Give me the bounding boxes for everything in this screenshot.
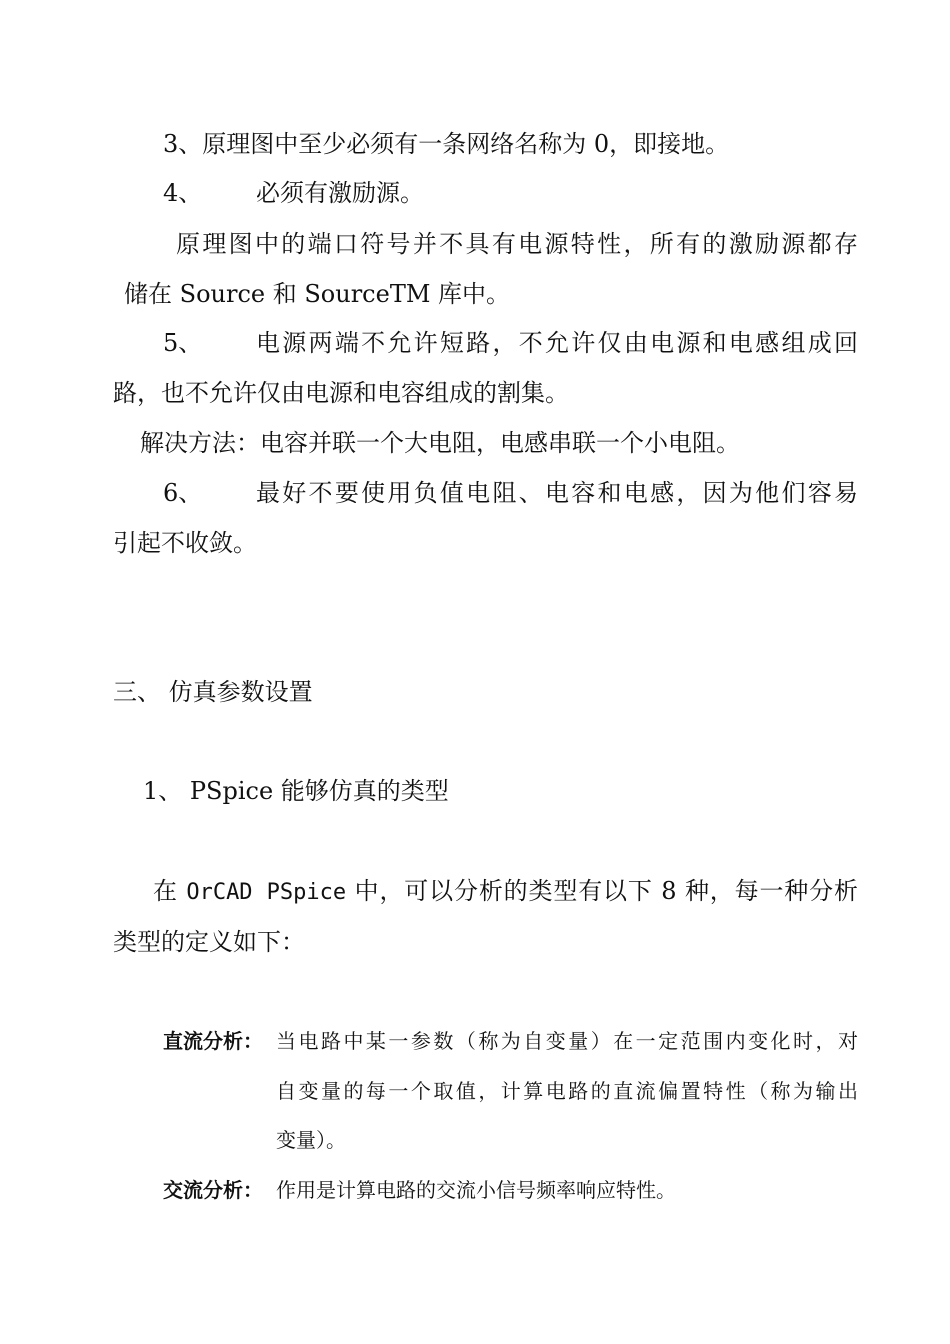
rule-6-text-line-2: 引起不收敛。 — [113, 529, 257, 557]
ac-analysis-text-line-1: 作用是计算电路的交流小信号频率响应特性。 — [276, 1178, 676, 1202]
rule-4-number: 4、 — [163, 179, 203, 207]
rule-4-text: 必须有激励源。 — [256, 179, 424, 207]
ac-analysis-term: 交流分析： — [163, 1178, 263, 1202]
rule-6-text-line-1: 最好不要使用负值电阻、电容和电感，因为他们容易 — [256, 479, 858, 507]
intro-line-1 — [153, 876, 858, 908]
dc-analysis-term: 直流分析： — [163, 1029, 263, 1053]
rule-3-text: 3、原理图中至少必须有一条网络名称为 0，即接地。 — [163, 130, 730, 158]
subsection-heading: 1、 PSpice 能够仿真的类型 — [143, 777, 449, 805]
section-heading: 三、 仿真参数设置 — [113, 678, 313, 706]
dc-analysis-text-line-2: 自变量的每一个取值，计算电路的直流偏置特性（称为输出 — [276, 1079, 858, 1103]
rule-6-number: 6、 — [163, 479, 203, 507]
dc-analysis-text-line-1: 当电路中某一参数（称为自变量）在一定范围内变化时，对 — [276, 1029, 858, 1053]
rule-4-note-line-2: 储在 Source 和 SourceTM 库中。 — [124, 280, 511, 308]
intro-prefix: 在 — [153, 877, 178, 905]
rule-4-note-line-1: 原理图中的端口符号并不具有电源特性，所有的激励源都存 — [176, 230, 858, 258]
rule-5-text-line-2: 路，也不允许仅由电源和电容组成的割集。 — [113, 379, 569, 407]
intro-line-2: 类型的定义如下： — [113, 928, 305, 956]
rule-5-text-line-1: 电源两端不允许短路，不允许仅由电源和电感组成回 — [256, 329, 858, 357]
rule-5-number: 5、 — [163, 329, 203, 357]
dc-analysis-text-line-3: 变量）。 — [276, 1128, 346, 1152]
rule-5-solution: 解决方法：电容并联一个大电阻，电感串联一个小电阻。 — [140, 429, 740, 457]
intro-suffix: 中，可以分析的类型有以下 8 种，每一种分析 — [354, 877, 858, 905]
intro-product-name: OrCAD PSpice — [186, 880, 347, 905]
